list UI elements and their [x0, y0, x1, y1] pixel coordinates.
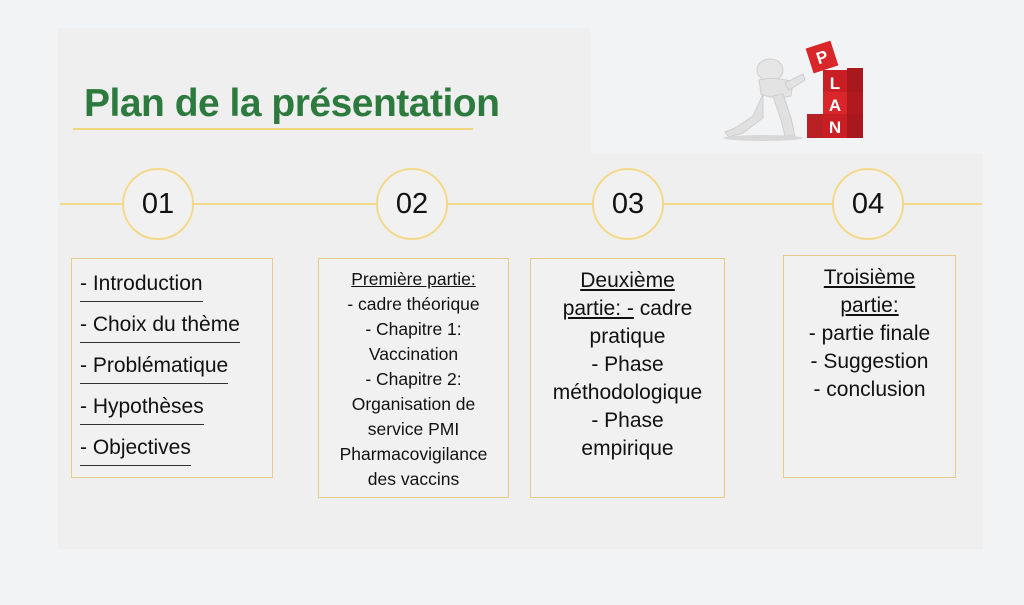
block-letter-n: N	[828, 118, 842, 137]
card-line: - Suggestion	[810, 350, 929, 373]
card-heading-line	[531, 295, 724, 323]
list-item	[80, 310, 272, 351]
block-letter-l: L	[829, 74, 841, 93]
card-line: - Chapitre 1:	[365, 319, 462, 339]
list-item	[80, 392, 272, 433]
card-line: - conclusion	[813, 378, 926, 401]
title-underline	[73, 128, 473, 130]
card-line: empirique	[581, 437, 674, 460]
step-circle-01: 01	[122, 168, 194, 240]
card-line: - Phase	[591, 409, 664, 432]
step-circle-03: 03	[592, 168, 664, 240]
page-title: Plan de la présentation	[84, 82, 500, 125]
card-line: des vaccins	[367, 469, 460, 489]
list-item-text: - Hypothèses	[80, 392, 204, 425]
step-circle-04: 04	[832, 168, 904, 240]
card-heading: Deuxième	[580, 269, 675, 292]
card-heading: partie: -	[562, 297, 634, 320]
pushing-figure-icon	[723, 59, 805, 141]
card-line: Vaccination	[368, 344, 459, 364]
card-troisieme-partie	[783, 255, 956, 478]
card-line: cadre	[633, 297, 693, 320]
card-line: - Chapitre 2:	[365, 369, 462, 389]
red-letter-blocks	[806, 41, 863, 138]
list-item-text: - Introduction	[80, 269, 203, 302]
card-heading: Troisième	[823, 266, 916, 289]
block-letter-p: P	[813, 46, 831, 69]
card-line: - Phase	[591, 353, 664, 376]
list-item	[80, 433, 272, 474]
card-premiere-partie	[318, 258, 509, 498]
list-item-text: - Objectives	[80, 433, 191, 466]
list-item	[80, 269, 272, 310]
list-item	[80, 351, 272, 392]
card-heading: Première partie:	[351, 269, 476, 289]
card-line: - cadre théorique	[347, 294, 480, 314]
card-introduction	[71, 258, 273, 478]
block-letter-a: A	[828, 96, 842, 115]
card-deuxieme-partie	[530, 258, 725, 498]
list-item-text: - Choix du thème	[80, 310, 240, 343]
card-heading: partie:	[840, 294, 899, 317]
card-line: méthodologique	[552, 381, 703, 404]
card-line: service PMI	[367, 419, 460, 439]
card-line: Organisation de	[351, 394, 476, 414]
card-line: pratique	[589, 325, 666, 348]
step-circle-02: 02	[376, 168, 448, 240]
card-line: - partie finale	[808, 322, 931, 345]
card-line: Pharmacovigilance	[339, 444, 488, 464]
list-item-text: - Problématique	[80, 351, 228, 384]
plan-blocks-illustration	[715, 38, 865, 143]
